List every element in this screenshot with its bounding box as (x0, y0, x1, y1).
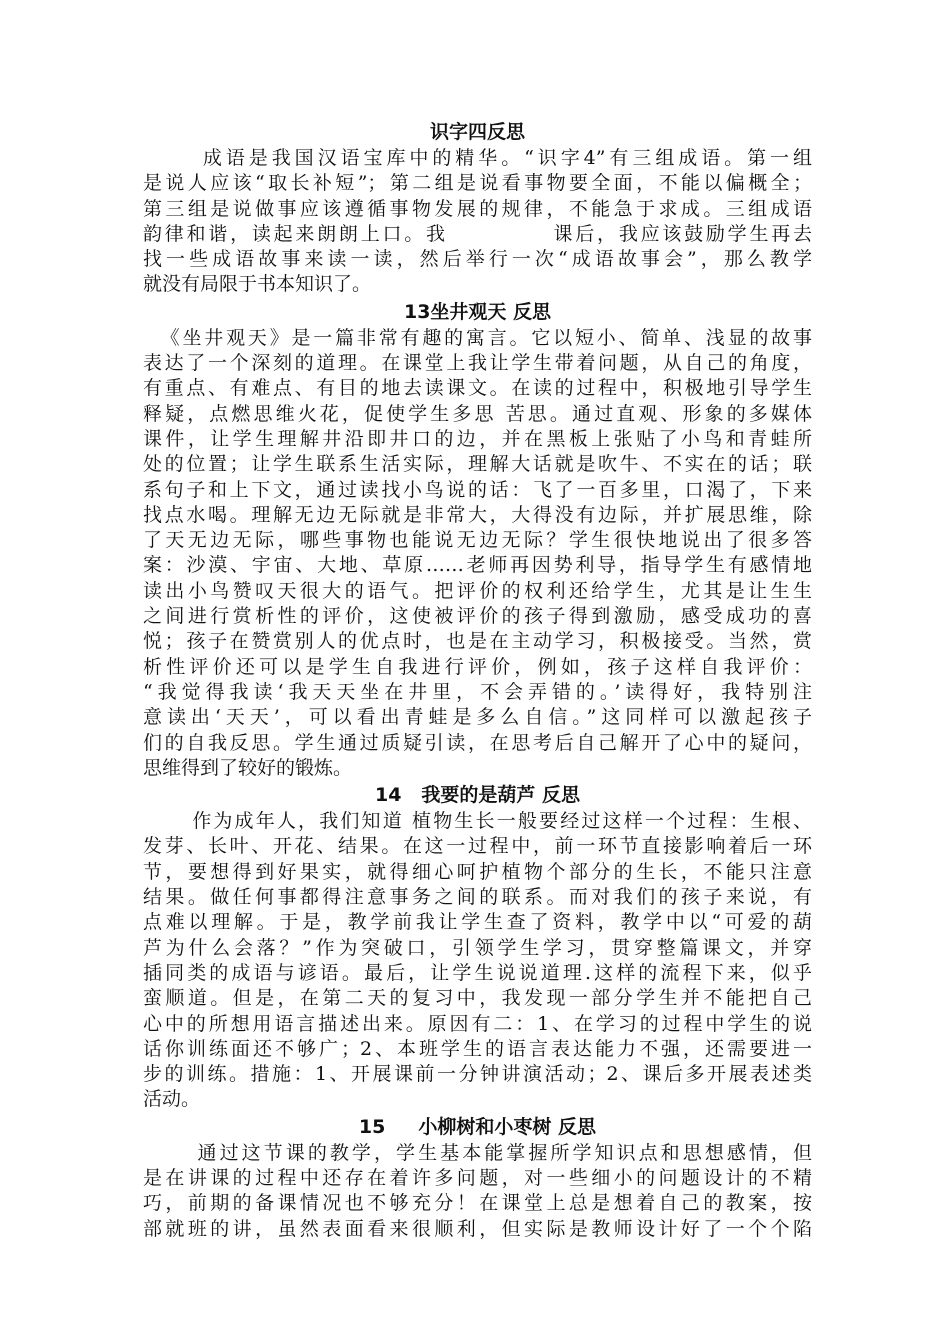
paragraph-line: 话你训练面还不够广；2、本班学生的语言表达能力不强，还需要进一 (143, 1037, 812, 1060)
paragraph-line: 步的训练。措施：1、开展课前一分钟讲演活动；2、课后多开展表述类 (143, 1063, 812, 1086)
section-title: 识字四反思 (429, 121, 525, 143)
paragraph-line: 插同类的成语与谚语。最后，让学生说说道理.这样的流程下来，似乎 (143, 961, 812, 984)
paragraph-line: 系句子和上下文，通过读找小鸟说的话：飞了一百多里，口渴了，下来 (143, 478, 812, 501)
paragraph-line: 是在讲课的过程中还存在着许多问题，对一些细小的问题设计的不精 (143, 1166, 812, 1189)
paragraph-line: 读出小鸟赞叹天很大的语气。把评价的权利还给学生，尤其是让生生 (143, 579, 812, 602)
section-2 (143, 298, 812, 781)
document-page (143, 118, 812, 1242)
paragraph-line: 通过这节课的教学，学生基本能掌握所学知识点和思想感情，但 (143, 1141, 812, 1164)
paragraph-line: 析性评价还可以是学生自我进行评价，例如，孩子这样自我评价： (143, 655, 812, 678)
paragraph-line: “我觉得我读‘我天天坐在井里，不会弄错的。’读得好，我特别注 (143, 680, 812, 703)
paragraph-line: 之间进行赏析性的评价，这使被评价的孩子得到激励，感受成功的喜 (143, 605, 812, 628)
paragraph-line: 《坐井观天》是一篇非常有趣的寓言。它以短小、简单、浅显的故事 (143, 326, 812, 349)
paragraph-line: 第三组是说做事应该遵循事物发展的规律，不能急于求成。三组成语 (143, 197, 812, 220)
section-title: 14 我要的是葫芦 反思 (375, 784, 580, 807)
paragraph-line: 课件，让学生理解井沿即井口的边，并在黑板上张贴了小鸟和青蛙所 (143, 427, 812, 450)
section-3 (143, 781, 812, 1113)
section-4 (143, 1113, 812, 1242)
paragraph-line: 结果。做任何事都得注意事务之间的联系。而对我们的孩子来说，有 (143, 886, 812, 909)
paragraph-line: 有重点、有难点、有目的地去读课文。在读的过程中，积极地引导学生 (143, 377, 812, 400)
paragraph-line: 活动。 (143, 1088, 201, 1111)
paragraph-line: 节，要想得到好果实，就得细心呵护植物个部分的生长，不能只注意 (143, 860, 812, 883)
paragraph-line: 是说人应该“取长补短”；第二组是说看事物要全面，不能以偏概全； (143, 172, 812, 195)
paragraph-line: 发芽、长叶、开花、结果。在这一过程中，前一环节直接影响着后一环 (143, 835, 812, 858)
paragraph-line: 找一些成语故事来读一读，然后举行一次“成语故事会”，那么教学 (143, 248, 812, 271)
section-title: 13坐井观天 反思 (403, 300, 552, 323)
paragraph-line: 悦；孩子在赞赏别人的优点时，也是在主动学习，积极接受。当然，赏 (143, 630, 812, 653)
paragraph-line: 作为成年人，我们知道 植物生长一般要经过这样一个过程：生根、 (143, 810, 812, 833)
paragraph-line: 思维得到了较好的锻炼。 (143, 756, 353, 779)
paragraph-line: 处的位置；让学生联系生活实际，理解大话就是吹牛、不实在的话；联 (143, 453, 812, 476)
paragraph-line: 释疑，点燃思维火花，促使学生多思 苦思。通过直观、形象的多媒体 (143, 402, 812, 425)
paragraph-line: 点难以理解。于是，教学前我让学生查了资料，教学中以“可爱的葫 (143, 911, 812, 934)
paragraph-line: 意读出‘天天’，可以看出青蛙是多么自信。”这同样可以激起孩子 (143, 706, 812, 729)
section-1 (143, 118, 812, 298)
paragraph-line: 蛮顺道。但是，在第二天的复习中，我发现一部分学生并不能把自己 (143, 987, 812, 1010)
section-title: 15 小柳树和小枣树 反思 (358, 1115, 597, 1138)
paragraph-line: 韵律和谐，读起来朗朗上口。我 课后，我应该鼓励学生再去 (143, 222, 812, 245)
paragraph-line: 巧，前期的备课情况也不够充分！在课堂上总是想着自己的教案，按 (143, 1192, 812, 1215)
paragraph-line: 芦为什么会落？”作为突破口，引领学生学习，贯穿整篇课文，并穿 (143, 936, 812, 959)
paragraph-line: 案：沙漠、宇宙、大地、草原……老师再因势利导，指导学生有感情地 (143, 554, 812, 577)
paragraph-line: 就没有局限于书本知识了。 (143, 273, 372, 296)
paragraph-line: 成语是我国汉语宝库中的精华。“识字4”有三组成语。第一组 (143, 147, 812, 169)
paragraph-line: 找点水喝。理解无边无际就是非常大，大得没有边际，并扩展思维，除 (143, 503, 812, 526)
paragraph-line: 们的自我反思。学生通过质疑引读，在思考后自己解开了心中的疑问， (143, 731, 812, 754)
paragraph-line: 心中的所想用语言描述出来。原因有二：1、在学习的过程中学生的说 (143, 1012, 812, 1035)
paragraph-line: 表达了一个深刻的道理。在课堂上我让学生带着问题，从自己的角度， (143, 352, 812, 375)
paragraph-line: 了天无边无际，哪些事物也能说无边无际？学生很快地说出了很多答 (143, 529, 812, 552)
paragraph-line: 部就班的讲，虽然表面看来很顺利，但实际是教师设计好了一个个陷 (143, 1217, 812, 1240)
